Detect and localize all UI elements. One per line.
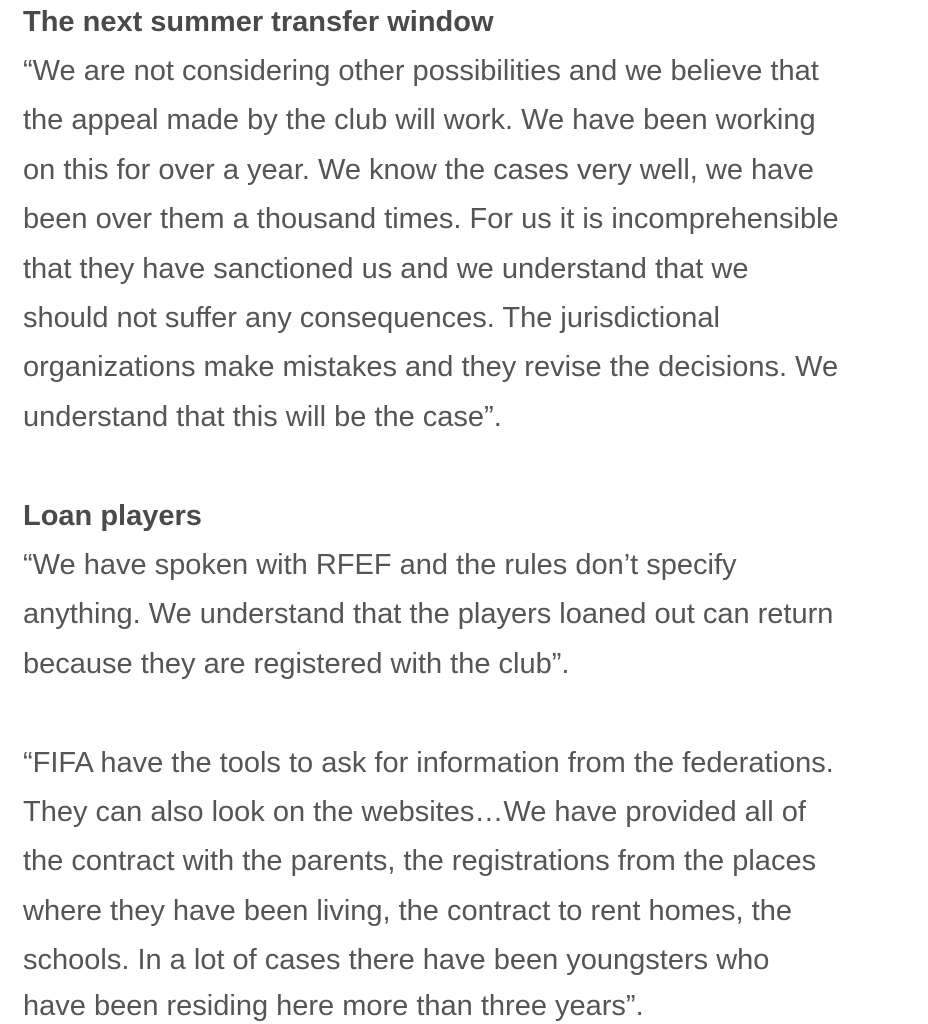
paragraph-line: have been residing here more than three years”. [23,990,644,1022]
paragraph-line: the contract with the parents, the registrations from the places [23,845,817,877]
paragraph-line: They can also look on the websites…We have provided all of [23,796,806,828]
paragraph-line: should not suffer any consequences. The jurisdictional [23,302,720,334]
section-heading-transfer-window: The next summer transfer window [23,6,494,38]
paragraph-line: the appeal made by the club will work. We have been working [23,104,816,136]
paragraph-line: anything. We understand that the players loaned out can return [23,598,834,630]
paragraph-line: on this for over a year. We know the cases very well, we have [23,154,814,186]
paragraph-line: organizations make mistakes and they revise the decisions. We [23,351,839,383]
paragraph-line: “We are not considering other possibilities and we believe that [23,55,819,87]
paragraph-line: schools. In a lot of cases there have been youngsters who [23,944,770,976]
paragraph-line: been over them a thousand times. For us it is incomprehensible [23,203,839,235]
paragraph-line: “FIFA have the tools to ask for information from the federations. [23,747,834,779]
paragraph-line: that they have sanctioned us and we understand that we [23,253,749,285]
section-heading-loan-players: Loan players [23,500,202,532]
paragraph-line: because they are registered with the club”. [23,648,570,680]
paragraph-line: where they have been living, the contract to rent homes, the [23,895,792,927]
paragraph-line: understand that this will be the case”. [23,401,502,433]
paragraph-line: “We have spoken with RFEF and the rules don’t specify [23,549,737,581]
